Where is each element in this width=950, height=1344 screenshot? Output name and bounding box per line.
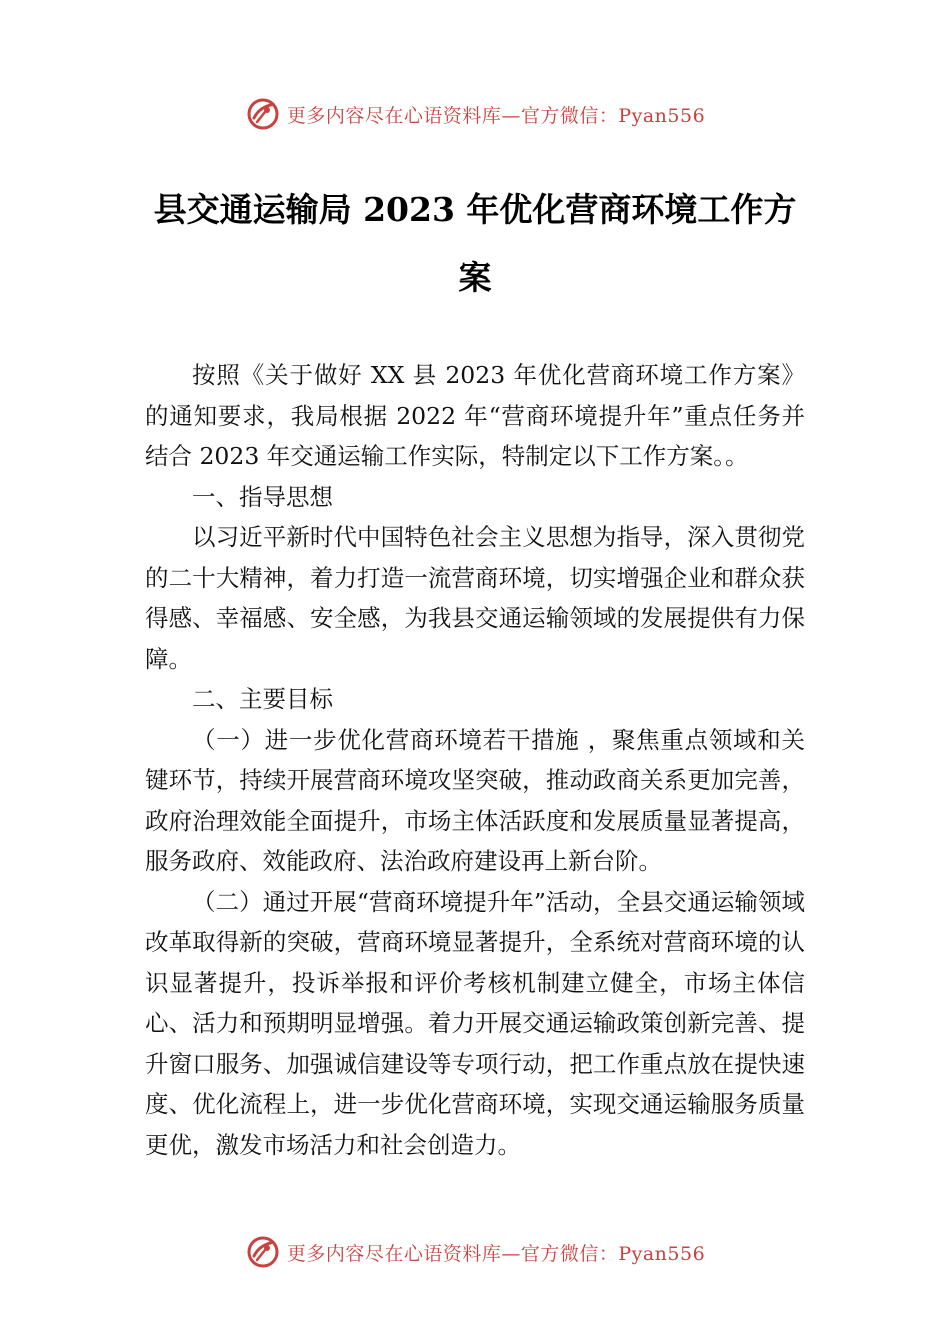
watermark-logo-icon	[245, 96, 281, 132]
header-watermark	[0, 94, 950, 134]
paragraph-intro: 按照《关于做好 XX 县 2023 年优化营商环境工作方案》的通知要求，我局根据 2022 年“营商环境提升年”重点任务并结合 2023 年交通运输工作实际，特制定以下工作方案。。	[145, 361, 805, 470]
footer-watermark	[0, 1232, 950, 1272]
section-heading-guiding-ideology: 一、指导思想	[192, 482, 333, 511]
watermark-text: 更多内容尽在心语资料库—官方微信：Pyan556	[286, 1242, 706, 1265]
document-title: 县交通运输局 2023 年优化营商环境工作方案	[153, 190, 797, 297]
watermark-logo-icon	[245, 1234, 281, 1270]
section-heading-main-goals: 二、主要目标	[192, 685, 333, 713]
paragraph-goal-1: （一）进一步优化营商环境若干措施 ，聚焦重点领域和关键环节，持续开展营商环境攻坚突破，推动政商关系更加完善，政府治理效能全面提升，市场主体活跃度和发展质量显著提高，服务政府、效能政府、法治政府建设再上新台阶。	[145, 725, 805, 875]
document-body	[145, 355, 805, 1165]
paragraph-guiding-ideology: 以习近平新时代中国特色社会主义思想为指导，深入贯彻党的二十大精神，着力打造一流营商环境，切实增强企业和群众获得感、幸福感、安全感，为我县交通运输领域的发展提供有力保障。	[145, 523, 805, 673]
paragraph-goal-2: （二）通过开展“营商环境提升年”活动，全县交通运输领域改革取得新的突破，营商环境显著提升，全系统对营商环境的认识显著提升，投诉举报和评价考核机制建立健全，市场主体信心、活力和预期明显增强。着力开展交通运输政策创新完善、提升窗口服务、加强诚信建设等专项行动，把工作重点放在提快速度、优化流程上，进一步优化营商环境，实现交通运输服务质量更优，激发市场活力和社会创造力。	[145, 887, 805, 1159]
watermark-text: 更多内容尽在心语资料库—官方微信：Pyan556	[286, 104, 706, 127]
